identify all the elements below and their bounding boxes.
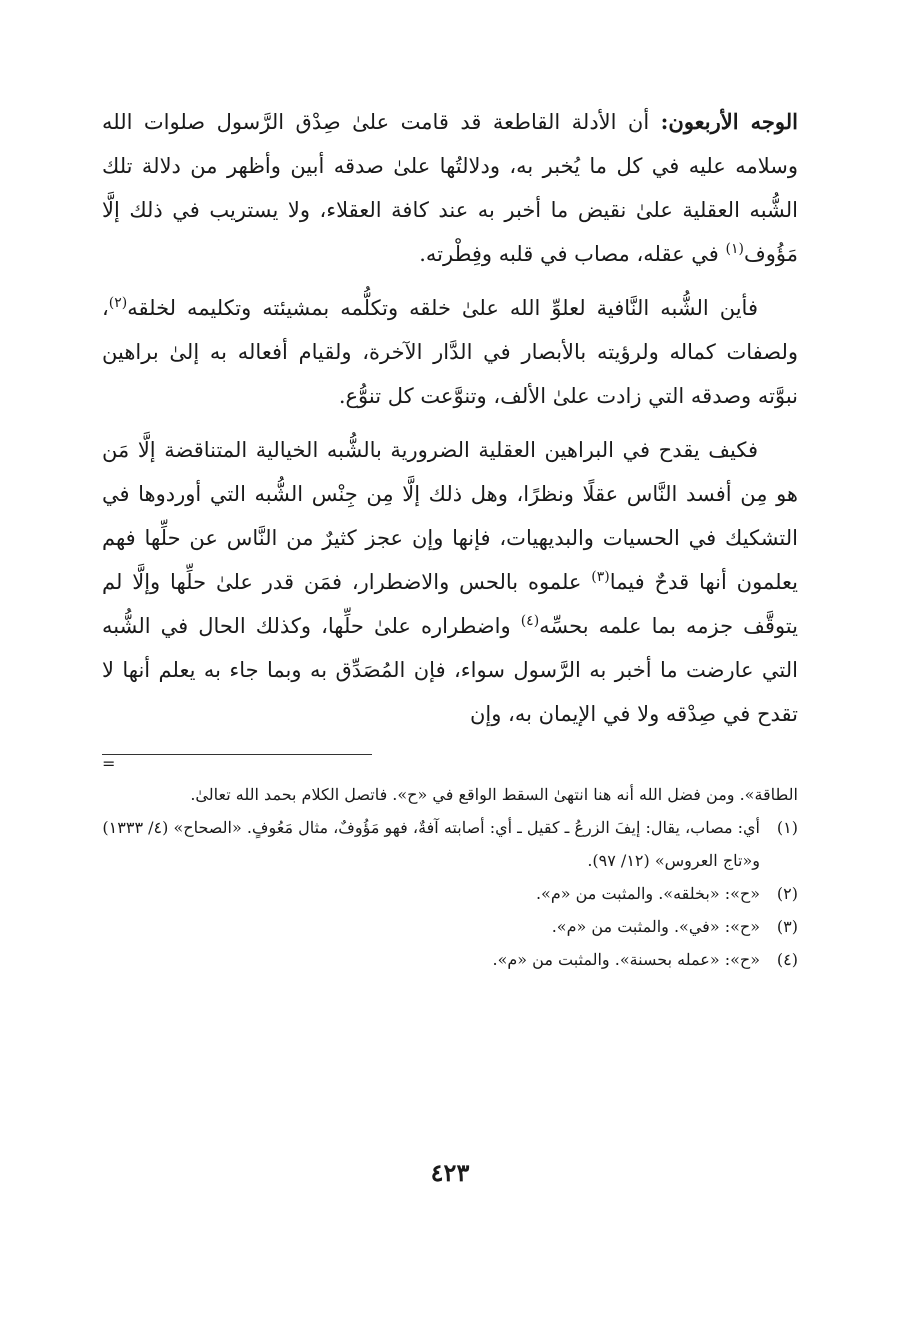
- footnote-separator: [102, 746, 798, 778]
- footnote-rule: [102, 754, 372, 755]
- footnote-ref-4[interactable]: (٤): [520, 613, 540, 629]
- paragraph-2: [102, 286, 798, 418]
- footnote-continuation: الطاقة». ومن فضل الله أنه هنا انتهىٰ السقط الواقع في «ح». فاتصل الكلام بحمد الله تعالىٰ.: [190, 785, 798, 804]
- paragraph-text: واضطراره علىٰ حلِّها، وكذلك الحال في الشُّبه التي عارضت ما أخبر به الرَّسول سواء، فإن المُصَدِّق به وبما جاء به يعلم أنها لا تقدح في صِدْقه ولا في الإيمان به، وإن: [102, 614, 798, 726]
- footnote-text: «ح»: «بخلقه». والمثبت من «م».: [535, 884, 760, 903]
- paragraph-text: فأين الشُّبه النَّافية لعلوِّ الله علىٰ خلقه وتكلُّمه بمشيئته وتكليمه لخلقه: [127, 296, 758, 320]
- footnote-number: (٢): [776, 884, 798, 903]
- footnote-number: (٤): [776, 950, 798, 969]
- footnote-number: (٣): [776, 917, 798, 936]
- footnote-number: (١): [776, 818, 798, 837]
- paragraph-1: [102, 100, 798, 276]
- continuation-mark: =: [102, 754, 116, 773]
- footnote-ref-1[interactable]: (١): [725, 241, 744, 257]
- paragraph-text: ، ولصفات كماله ولرؤيته بالأبصار في الدَّار الآخرة، ولقيام أفعاله به إلىٰ براهين نبوَّته وصدقه التي زادت علىٰ الألف، وتنوَّعت كل تنوُّع.: [102, 296, 798, 408]
- footnote-ref-3[interactable]: (٣): [591, 569, 610, 585]
- paragraph-text: علموه بالحس والاضطرار، فمَن قدر علىٰ حلِّها وإلَّا لم يتوقَّف جزمه بما علمه بحسِّه: [102, 570, 798, 638]
- footnote-item-1: [102, 811, 798, 877]
- paragraph-text: فكيف يقدح في البراهين العقلية الضرورية بالشُّبه الخيالية المتناقضة إلَّا مَن هو مِن أفسد النَّاس عقلًا ونظرًا، وهل ذلك إلَّا مِن جِنْس الشُّبه التي أوردوها في التشكيك في الحسيات والبديهيات، فإنها وإن عجز كثيرٌ من النَّاس عن حلِّها فهم يعلمون أنها قدحٌ فيما: [102, 438, 798, 594]
- footnote-item-4: [102, 943, 798, 976]
- footnote-text: أي: مصاب، يقال: إيفَ الزرعُ ـ كقيل ـ أي: أصابته آفةٌ، فهو مَؤُوفٌ، مثال مَعُوفٍ. «الصحاح» (٤/ ١٣٣٣) و«تاج العروس» (١٢/ ٩٧).: [102, 818, 760, 870]
- footnote-item-2: [102, 877, 798, 910]
- paragraph-text: في عقله، مصاب في قلبه وفِطْرته.: [419, 242, 726, 266]
- paragraph-3: [102, 428, 798, 736]
- footnote-text: «ح»: «في». والمثبت من «م».: [551, 917, 760, 936]
- footnote-text: «ح»: «عمله بحسنة». والمثبت من «م».: [492, 950, 760, 969]
- paragraph-text: أن الأدلة القاطعة قد قامت علىٰ صِدْق الرَّسول صلوات الله وسلامه عليه في كل ما يُخبر به، ودلالتُها علىٰ صدقه أبين وأظهر من دلالة تلك الشُّبه العقلية علىٰ نقيض ما أخبر به عند كافة العقلاء، ولا يستريب في ذلك إلَّا مَؤُوف: [102, 110, 798, 266]
- footnote-item-3: [102, 910, 798, 943]
- page-number: ٤٢٣: [430, 1158, 470, 1187]
- main-text: [102, 100, 798, 736]
- footnote-ref-2[interactable]: (٢): [108, 295, 128, 311]
- paragraph-lead: الوجه الأربعون:: [660, 109, 798, 134]
- footnotes: [102, 778, 798, 976]
